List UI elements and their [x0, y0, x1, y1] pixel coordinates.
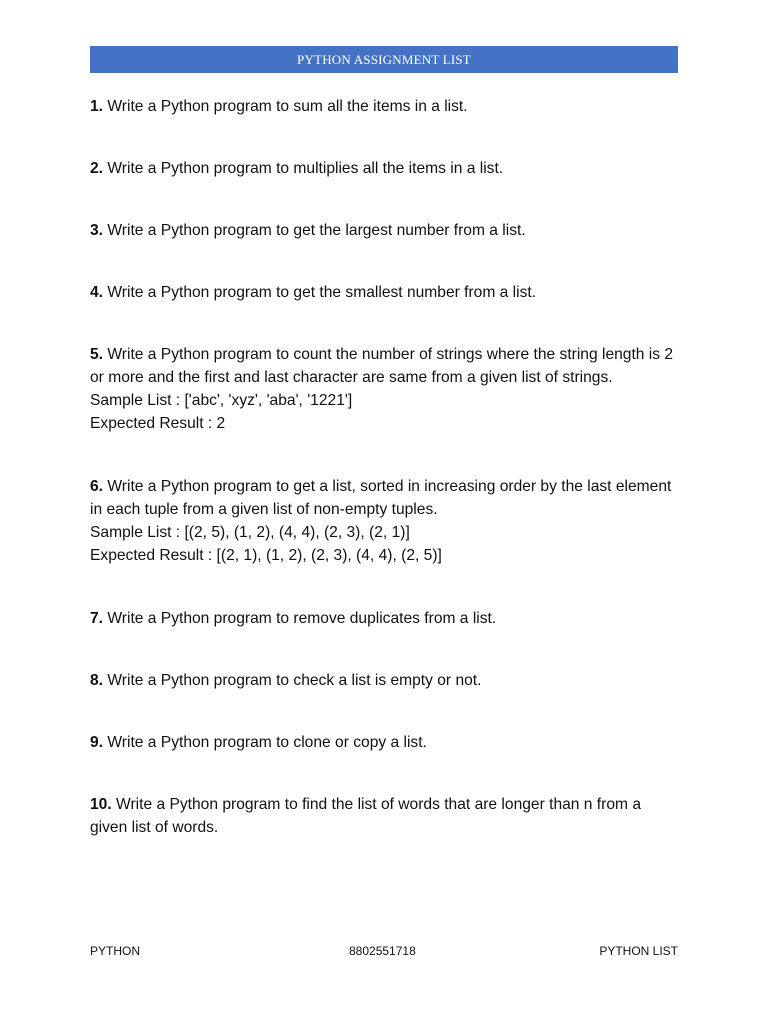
assignment-item-2	[90, 157, 680, 180]
footer-right-text: PYTHON LIST	[599, 944, 678, 958]
item-number: 1.	[90, 98, 104, 115]
item-number: 3.	[90, 222, 104, 239]
item-number: 8.	[90, 672, 104, 689]
item-text: Write a Python program to get the largest number from a list.	[107, 222, 526, 239]
assignment-item-4	[90, 281, 680, 304]
item-text: Write a Python program to check a list is empty or not.	[107, 672, 482, 689]
expected-result: Expected Result : [(2, 1), (1, 2), (2, 3), (4, 4), (2, 5)]	[90, 547, 442, 564]
assignment-item-9	[90, 731, 680, 754]
assignment-item-6	[90, 475, 680, 567]
assignment-item-3	[90, 219, 680, 242]
item-text: Write a Python program to find the list of words that are longer than n from a given list of words.	[90, 796, 641, 836]
item-description	[90, 343, 680, 389]
sample-list: Sample List : [(2, 5), (1, 2), (4, 4), (2, 3), (2, 1)]	[90, 524, 410, 541]
item-number: 10.	[90, 796, 112, 813]
footer-left-text: PYTHON	[90, 944, 141, 958]
assignment-item-7	[90, 607, 680, 630]
item-text: Write a Python program to get the smallest number from a list.	[107, 284, 537, 301]
item-number: 7.	[90, 610, 104, 627]
item-text: Write a Python program to count the number of strings where the string length is 2 or more and the first and last character are same from a given list of strings.	[90, 346, 674, 386]
item-text: Write a Python program to sum all the items in a list.	[107, 98, 468, 115]
item-number: 5.	[90, 346, 104, 363]
item-number: 2.	[90, 160, 104, 177]
sample-list: Sample List : ['abc', 'xyz', 'aba', '1221']	[90, 392, 353, 409]
item-number: 6.	[90, 478, 104, 495]
footer-phone-number: 8802551718	[349, 944, 416, 958]
item-number: 4.	[90, 284, 104, 301]
item-text: Write a Python program to clone or copy a list.	[107, 734, 427, 751]
document-title: PYTHON ASSIGNMENT LIST	[90, 46, 678, 73]
item-number: 9.	[90, 734, 104, 751]
expected-result: Expected Result : 2	[90, 415, 226, 432]
assignment-item-8	[90, 669, 680, 692]
item-text: Write a Python program to get a list, sorted in increasing order by the last element in each tuple from a given list of non-empty tuples.	[90, 478, 672, 518]
assignment-item-5	[90, 343, 680, 435]
item-description	[90, 475, 680, 521]
assignment-item-10	[90, 793, 680, 839]
assignment-item-1	[90, 95, 680, 118]
item-text: Write a Python program to remove duplicates from a list.	[107, 610, 497, 627]
item-text: Write a Python program to multiplies all the items in a list.	[107, 160, 504, 177]
